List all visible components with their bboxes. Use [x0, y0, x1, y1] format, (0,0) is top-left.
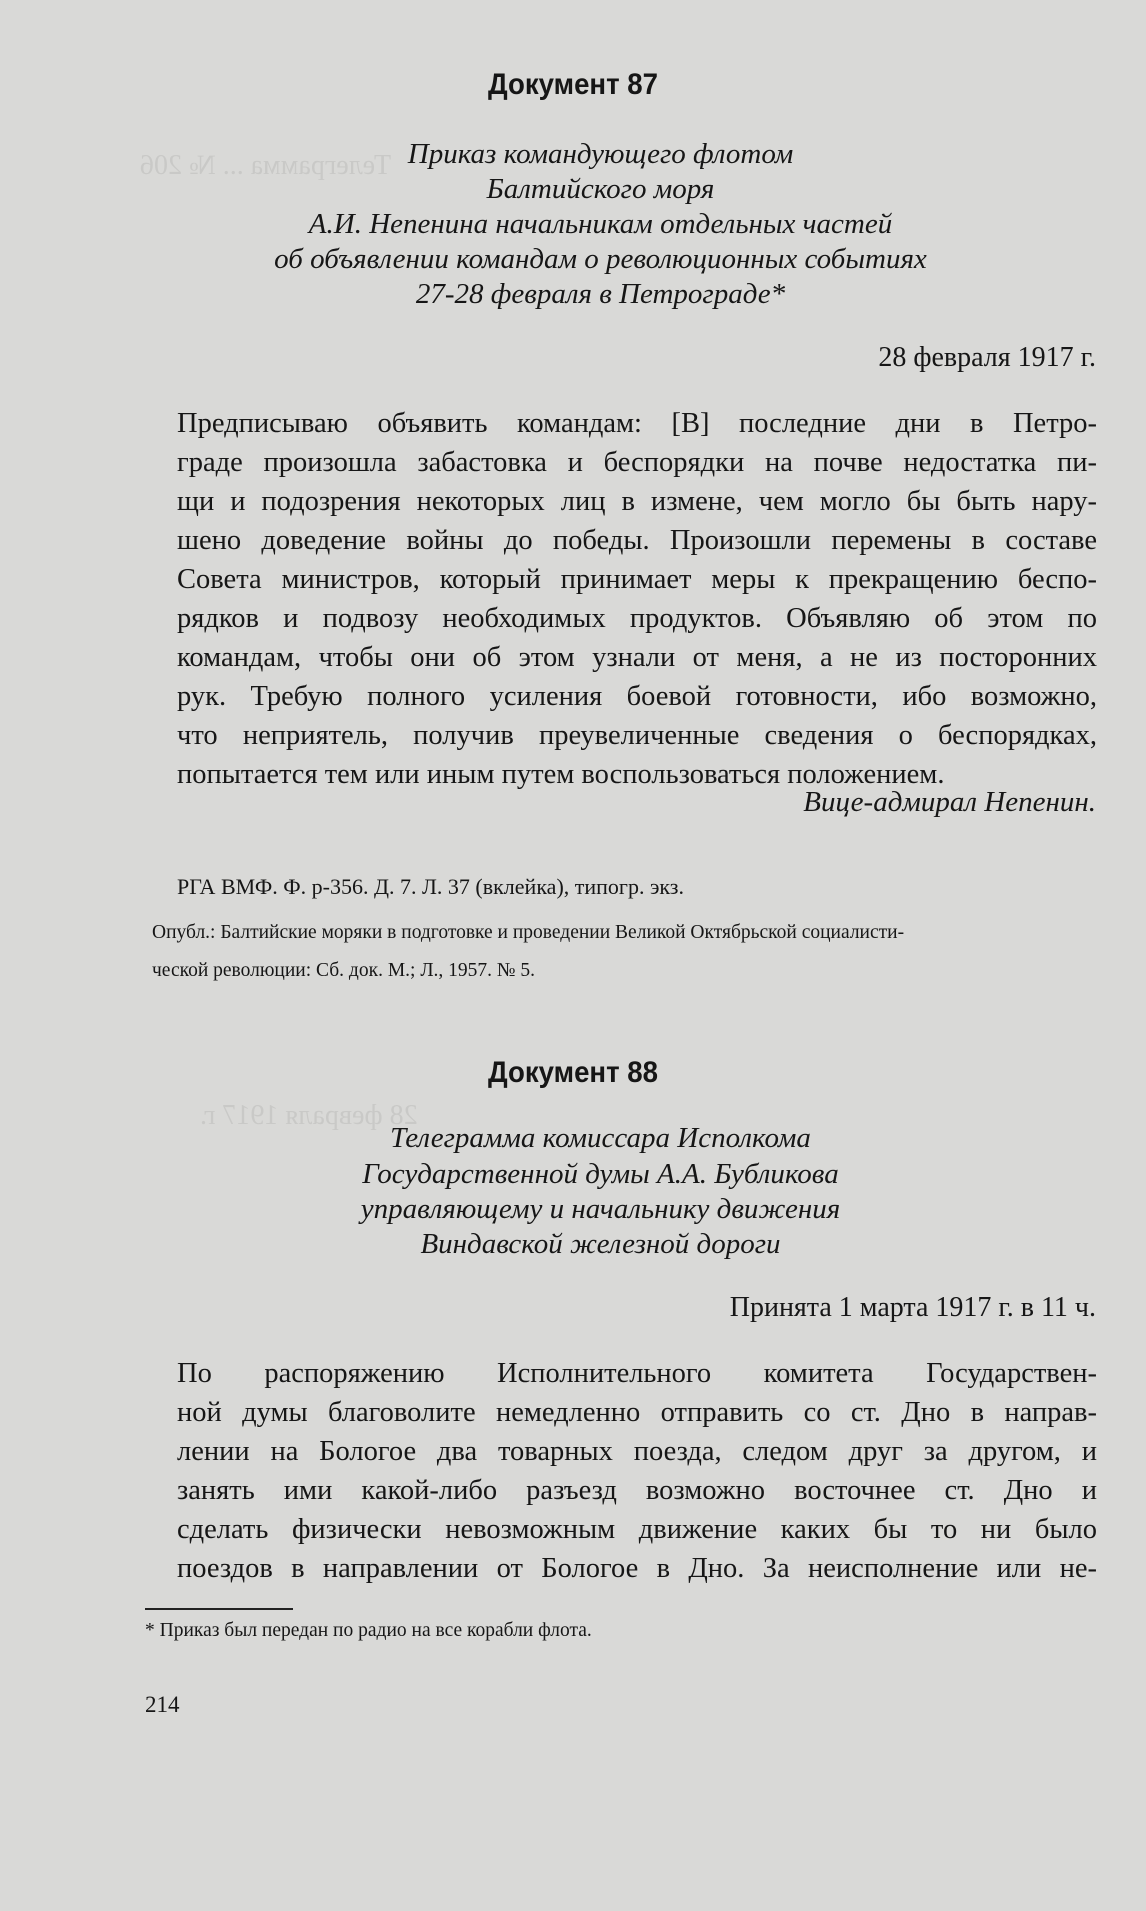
document-88-title: Документ 88 [488, 1056, 658, 1089]
doc88-body-line: поездов в направлении от Бологое в Дно. За неисполнение или не- [177, 1553, 1097, 1584]
footnote: * Приказ был передан по радио на все корабли флота. [145, 1620, 592, 1641]
doc87-heading-line: Балтийского моря [486, 173, 715, 205]
document-87-title: Документ 87 [488, 68, 658, 101]
doc88-heading-line: управляющему и начальнику движения [360, 1193, 841, 1225]
doc87-heading-line: 27-28 февраля в Петрограде* [415, 278, 786, 310]
doc88-body-line: ной думы благоволите немедленно отправить со ст. Дно в направ- [177, 1397, 1097, 1428]
page-number: 214 [145, 1692, 180, 1717]
doc87-date: 28 февраля 1917 г. [878, 342, 1096, 373]
doc88-body-line: сделать физически невозможным движение каких бы то ни было [177, 1514, 1097, 1545]
doc87-body-line: что неприятель, получив преувеличенные сведения о беспорядках, [177, 720, 1097, 751]
doc87-body-line: Совета министров, который принимает меры к прекращению беспо- [177, 564, 1097, 595]
doc87-heading-line: об объявлении командам о революционных событиях [274, 243, 927, 275]
doc87-body-line: рук. Требую полного усиления боевой готовности, ибо возможно, [177, 681, 1097, 712]
doc87-body-line: щи и подозрения некоторых лиц в измене, чем могло бы быть нару- [177, 486, 1097, 517]
doc87-body-line: шено доведение войны до победы. Произошли перемены в составе [177, 525, 1097, 556]
doc88-body-line: лении на Бологое два товарных поезда, следом друг за другом, и [177, 1436, 1097, 1467]
doc87-heading-line: А.И. Непенина начальникам отдельных частей [308, 208, 893, 240]
doc87-archive-reference: РГА ВМФ. Ф. р-356. Д. 7. Л. 37 (вклейка), типогр. экз. [177, 874, 684, 899]
doc87-body-line: граде произошла забастовка и беспорядки на почве недостатка пи- [177, 447, 1097, 478]
doc87-publication: ческой революции: Сб. док. М.; Л., 1957. № 5. [152, 960, 536, 981]
doc88-heading-line: Государственной думы А.А. Бубликова [362, 1158, 839, 1190]
doc87-body-line: Предписываю объявить командам: [В] последние дни в Петро- [177, 408, 1097, 439]
doc88-heading-line: Виндавской железной дороги [420, 1228, 781, 1260]
doc87-body-line: попытается тем или иным путем воспользоваться положением. [177, 759, 945, 790]
doc88-body-line: По распоряжению Исполнительного комитета Государствен- [177, 1358, 1097, 1389]
doc87-body-line: рядков и подвозу необходимых продуктов. Объявляю об этом по [177, 603, 1097, 634]
doc88-body-line: занять ими какой-либо разъезд возможно восточнее ст. Дно и [177, 1475, 1097, 1506]
doc87-signature: Вице-адмирал Непенин. [803, 786, 1096, 818]
doc88-heading-line: Телеграмма комиссара Исполкома [390, 1122, 811, 1154]
doc87-heading-line: Приказ командующего флотом [407, 138, 794, 170]
doc88-date: Принята 1 марта 1917 г. в 11 ч. [729, 1292, 1096, 1323]
doc87-publication: Опубл.: Балтийские моряки в подготовке и проведении Великой Октябрьской социалисти- [152, 922, 905, 943]
footnote-divider [145, 1608, 293, 1610]
doc87-body-line: командам, чтобы они об этом узнали от меня, а не из посторонних [177, 642, 1097, 673]
